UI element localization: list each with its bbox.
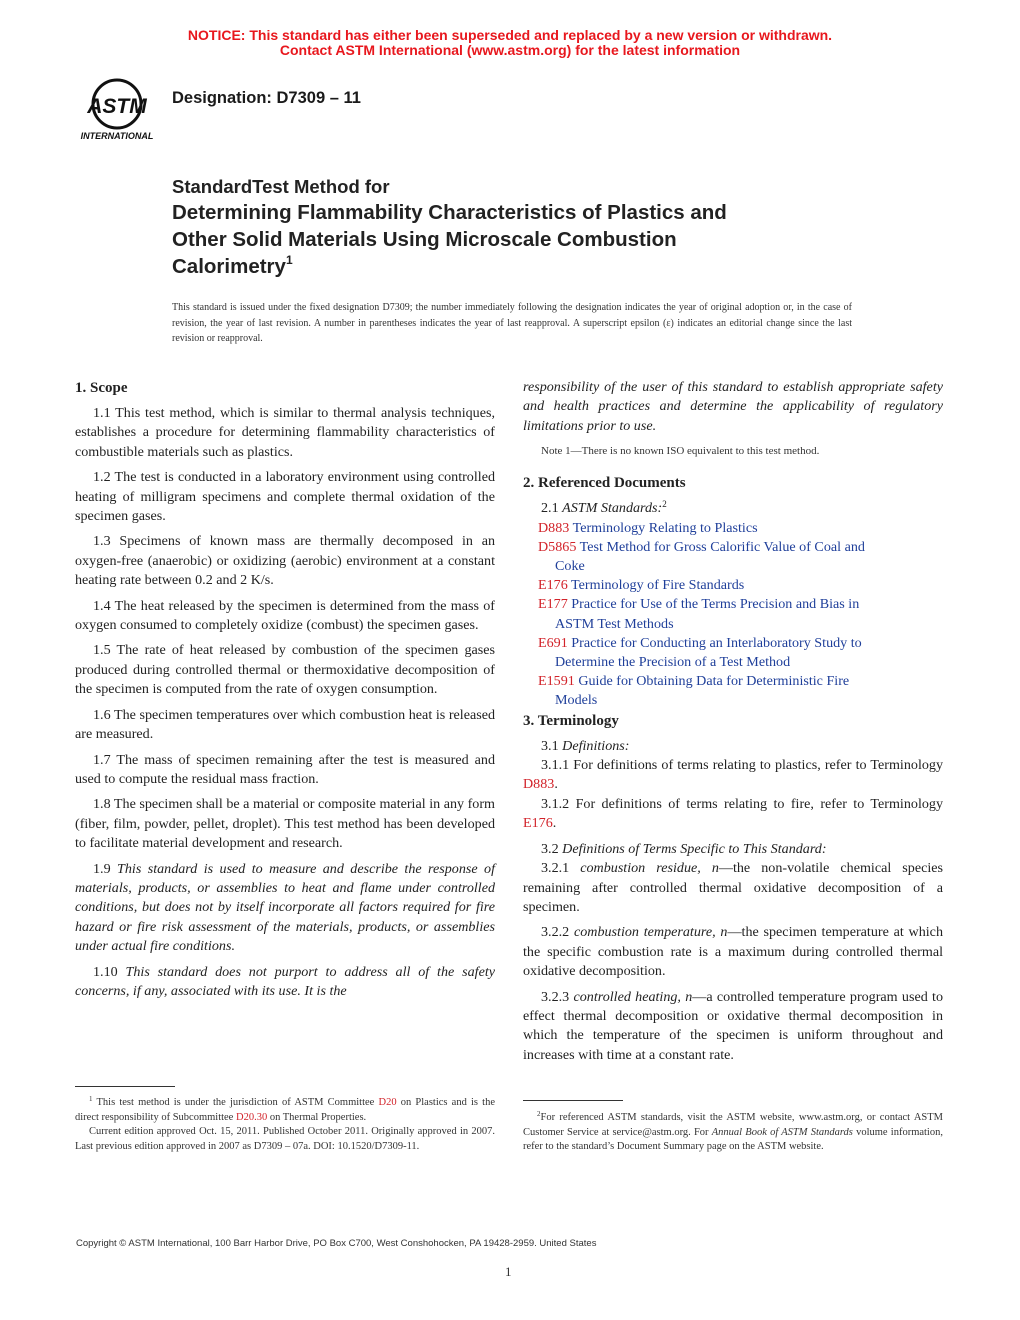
copyright: Copyright © ASTM International, 100 Barr Harbor Drive, PO Box C700, West Conshohocken, PA 19428-2959. United States bbox=[76, 1238, 597, 1249]
reference-item-continued[interactable]: Models bbox=[555, 692, 598, 709]
reference-list bbox=[523, 519, 943, 711]
para-1-8: 1.8 The specimen shall be a material or composite material in any form (fiber, film, powder, pellet, droplet). This test method has been developed to facilitate material development and research. bbox=[75, 796, 495, 852]
reference-item[interactable]: E691 Practice for Conducting an Interlaboratory Study to bbox=[538, 634, 862, 651]
designation: Designation: D7309 – 11 bbox=[172, 89, 361, 107]
title-footnote-marker: 1 bbox=[285, 253, 293, 267]
issued-statement: This standard is issued under the fixed designation D7309; the number immediately following the designation indicates the year of original adoption or, in the case of revision, the year of last revision. A number in parentheses indicates the year of last reapproval. A superscript epsilon (ε) indicates an editorial change since the last revision or reapproval. bbox=[172, 302, 852, 344]
para-1-4: 1.4 The heat released by the specimen is determined from the mass of oxygen consumed to completely oxidize (combust) the specimen gases. bbox=[75, 597, 495, 634]
footnote-1: $^1$ This test method is under the jurisdiction of ASTM Committee D20 on Plastics and is the direct responsibility of Subcommittee D20.30 on Thermal Properties. Current edition approved Oct. 15, 2011. Published October 2011. Originally approved in 2007. Last previous edition approved in 2007 as D7309 – 07a. DOI: 10.1520/D7309-11. bbox=[75, 1095, 495, 1152]
link-e176[interactable]: E176 bbox=[523, 815, 553, 832]
reference-item-continued[interactable]: ASTM Test Methods bbox=[555, 615, 674, 632]
section-2-heading: 2. Referenced Documents bbox=[523, 475, 686, 492]
para-1-10-continued: responsibility of the user of this standard to establish appropriate safety and health practices and determine the applicability of regulatory limitations prior to use. bbox=[523, 379, 943, 434]
title-main: Determining Flammability Characteristics of Plastics and Other Solid Materials Using Microscale Combustion Calorimetry$^1$ bbox=[172, 201, 727, 278]
para-1-6: 1.6 The specimen temperatures over which combustion heat is released are measured. bbox=[75, 706, 495, 743]
reference-item[interactable]: E176 Terminology of Fire Standards bbox=[538, 577, 745, 594]
para-1-5: 1.5 The rate of heat released by combustion of the specimen gases produced during controlled thermal or thermoxidative decomposition of the specimen is computed from the rate of oxygen consumption. bbox=[75, 642, 495, 698]
para-2-1: 2.1 ASTM Standards:$^2$ bbox=[541, 499, 667, 517]
para-3-1-2: 3.1.2 For definitions of terms relating to fire, refer to Terminology E176. bbox=[523, 795, 943, 832]
logo-text: ASTM bbox=[87, 95, 147, 118]
footnote-2: $^2$For referenced ASTM standards, visit the ASTM website, www.astm.org, or contact ASTM Customer Service at service@astm.org. For Annual Book of ASTM Standards volume information, refer to the standard’s Document Summary page on the ASTM website. bbox=[523, 1110, 943, 1153]
para-1-1: 1.1 This test method, which is similar to thermal analysis techniques, establishes a procedure for determining flammability characteristics of combustible materials such as plastics. bbox=[75, 405, 495, 460]
footnote-rule-left bbox=[75, 1086, 175, 1087]
para-1-9: 1.9 This standard is used to measure and describe the response of materials, products, or assemblies to heat and flame under controlled conditions, but does not by itself incorporate all factors required for fire hazard or fire risk assessment of the materials, products, or assemblies under actual fire conditions. bbox=[75, 860, 496, 955]
reference-item-continued[interactable]: Determine the Precision of a Test Method bbox=[555, 654, 791, 671]
reference-item[interactable]: D5865 Test Method for Gross Calorific Value of Coal and bbox=[538, 538, 865, 555]
link-d883[interactable]: D883 bbox=[523, 776, 555, 793]
link-d20-30[interactable]: D20.30 bbox=[235, 1111, 268, 1123]
section-1-heading: 1. Scope bbox=[75, 380, 128, 396]
notice-line-1: NOTICE: This standard has either been superseded and replaced by a new version or withdrawn. bbox=[187, 27, 833, 43]
para-3-1-1: 3.1.1 For definitions of terms relating to plastics, refer to Terminology D883. bbox=[523, 757, 943, 793]
footnote-rule-right bbox=[523, 1100, 623, 1101]
para-1-10: 1.10 This standard does not purport to address all of the safety concerns, if any, associated with its use. It is the bbox=[75, 963, 495, 999]
title-pre: StandardTest Method for bbox=[172, 176, 390, 197]
definition-3-2-3: 3.2.3 controlled heating, n—a controlled temperature program used to effect thermal decomposition or oxidative thermal decomposition in which the temperature of the specimen is uniform throughout and increases with time at a constant rate. bbox=[523, 988, 943, 1063]
para-3-1: 3.1 Definitions: bbox=[541, 737, 630, 754]
logo-subtext: INTERNATIONAL bbox=[80, 131, 154, 141]
reference-item[interactable]: D883 Terminology Relating to Plastics bbox=[538, 519, 758, 536]
para-1-2: 1.2 The test is conducted in a laboratory environment using controlled heating of milligram specimens and complete thermal oxidation of the specimen gases. bbox=[75, 469, 495, 525]
para-1-7: 1.7 The mass of specimen remaining after the test is measured and used to compute the residual mass fraction. bbox=[75, 751, 495, 787]
reference-item-continued[interactable]: Coke bbox=[555, 558, 585, 575]
definition-3-2-2: 3.2.2 combustion temperature, n—the specimen temperature at which the specific combustion rate is a maximum during controlled thermal oxidative decomposition. bbox=[523, 924, 943, 980]
definition-3-2-1: 3.2.1 combustion residue, n—the non-volatile chemical species remaining after controlled thermal oxidative decomposition of a specimen. bbox=[523, 860, 943, 915]
right-column bbox=[523, 378, 943, 1071]
notice-line-2: Contact ASTM International (www.astm.org) for the latest information bbox=[279, 42, 741, 58]
document-title bbox=[172, 175, 872, 280]
para-3-2: 3.2 Definitions of Terms Specific to This Standard: bbox=[541, 840, 827, 857]
reference-item[interactable]: E1591 Guide for Obtaining Data for Deterministic Fire bbox=[538, 673, 850, 690]
para-1-3: 1.3 Specimens of known mass are thermally decomposed in an oxygen-free (anaerobic) or oxidizing (aerobic) environment at a constant heating rate between 0.2 and 2 K/s. bbox=[75, 533, 495, 589]
astm-logo bbox=[72, 72, 162, 144]
reference-item[interactable]: E177 Practice for Use of the Terms Precision and Bias in bbox=[538, 596, 860, 613]
section-3-heading: 3. Terminology bbox=[523, 712, 619, 729]
page-number: 1 bbox=[505, 1264, 512, 1279]
note-1: Note 1—There is no known ISO equivalent to this test method. bbox=[541, 445, 820, 458]
left-column bbox=[75, 378, 495, 1007]
link-d20[interactable]: D20 bbox=[378, 1097, 397, 1108]
